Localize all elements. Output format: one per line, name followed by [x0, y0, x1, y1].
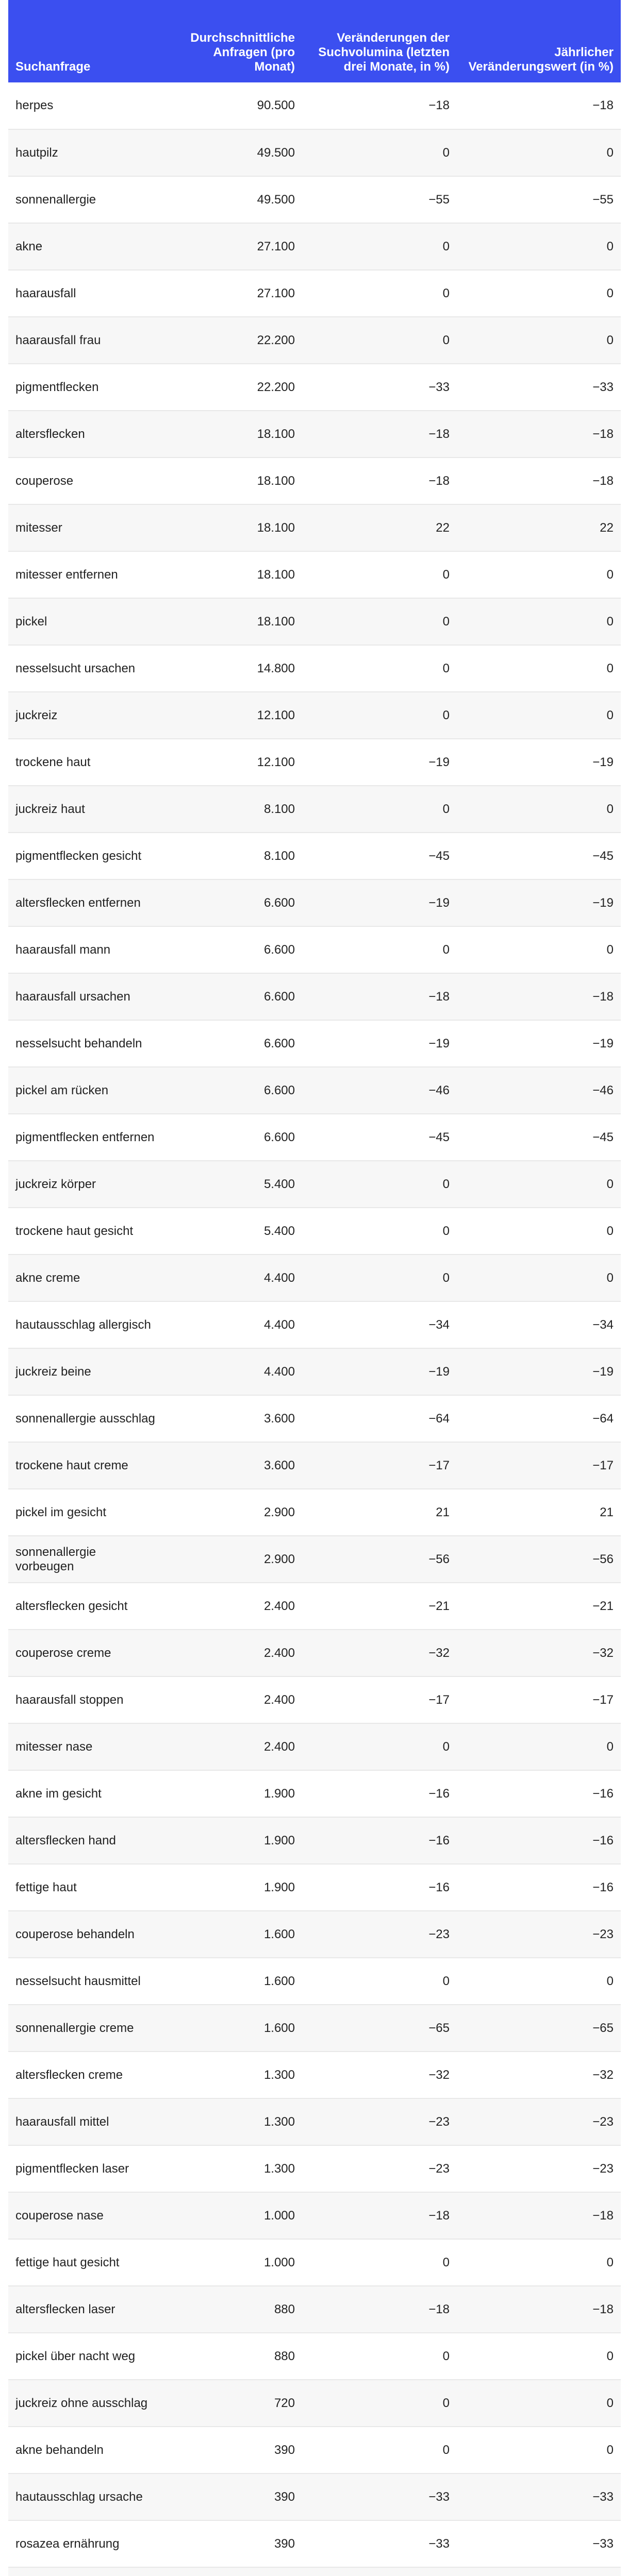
- cell-veraenderung-drei-monate: 0: [302, 129, 457, 176]
- table-row: [8, 2333, 621, 2380]
- cell-anfragen: 12.100: [163, 739, 302, 786]
- table-row: [8, 598, 621, 645]
- cell-anfragen: 18.100: [163, 551, 302, 598]
- cell-jaehrlich: 0: [457, 786, 621, 833]
- cell-suchanfrage: haarausfall frau: [8, 317, 163, 364]
- table-row: [8, 1817, 621, 1864]
- cell-suchanfrage: haarausfall mittel: [8, 2098, 163, 2145]
- cell-veraenderung-drei-monate: −18: [302, 973, 457, 1020]
- cell-veraenderung-drei-monate: −55: [302, 176, 457, 223]
- table-row: [8, 879, 621, 926]
- cell-suchanfrage: mitesser nase: [8, 1723, 163, 1770]
- table-row: [8, 82, 621, 129]
- cell-veraenderung-drei-monate: −16: [302, 1817, 457, 1864]
- cell-anfragen: 880: [163, 2286, 302, 2333]
- cell-jaehrlich: −64: [457, 1395, 621, 1442]
- cell-veraenderung-drei-monate: −64: [302, 1395, 457, 1442]
- cell-veraenderung-drei-monate: 0: [302, 598, 457, 645]
- cell-anfragen: 880: [163, 2333, 302, 2380]
- cell-suchanfrage: juckreiz körper: [8, 1161, 163, 1208]
- cell-anfragen: 2.400: [163, 1583, 302, 1630]
- column-header-veraenderung-drei-monate[interactable]: Veränderungen der Suchvolumina (letzten drei Monate, in %): [302, 0, 457, 82]
- cell-suchanfrage: pigmentflecken: [8, 364, 163, 411]
- cell-suchanfrage: altersflecken gesicht: [8, 1583, 163, 1630]
- cell-suchanfrage: pickel über nacht weg: [8, 2333, 163, 2380]
- cell-suchanfrage: pigmentflecken laser: [8, 2145, 163, 2192]
- cell-anfragen: 2.400: [163, 1676, 302, 1723]
- cell-anfragen: 18.100: [163, 411, 302, 457]
- table-row: [8, 2520, 621, 2567]
- cell-anfragen: 1.300: [163, 2098, 302, 2145]
- cell-suchanfrage: couperose nase: [8, 2192, 163, 2239]
- cell-anfragen: 49.500: [163, 176, 302, 223]
- table-row: [8, 504, 621, 551]
- cell-anfragen: 22.200: [163, 317, 302, 364]
- cell-anfragen: 49.500: [163, 129, 302, 176]
- cell-veraenderung-drei-monate: 0: [302, 1208, 457, 1255]
- table-row: [8, 223, 621, 270]
- cell-anfragen: 720: [163, 2380, 302, 2427]
- cell-suchanfrage: hautpilz: [8, 129, 163, 176]
- cell-anfragen: 6.600: [163, 1114, 302, 1161]
- cell-veraenderung-drei-monate: 22: [302, 504, 457, 551]
- cell-anfragen: 1.600: [163, 2005, 302, 2052]
- cell-anfragen: 90.500: [163, 82, 302, 129]
- cell-suchanfrage: trockene haut creme: [8, 1442, 163, 1489]
- cell-jaehrlich: 0: [457, 223, 621, 270]
- column-header-anfragen[interactable]: Durchschnittliche Anfragen (pro Monat): [163, 0, 302, 82]
- cell-suchanfrage: hautausschlag ursache: [8, 2473, 163, 2520]
- table-header: [8, 0, 621, 82]
- cell-suchanfrage: altersflecken creme: [8, 2052, 163, 2098]
- cell-jaehrlich: −33: [457, 2520, 621, 2567]
- cell-jaehrlich: [457, 2567, 621, 2576]
- table-row: [8, 692, 621, 739]
- table-row: [8, 2567, 621, 2576]
- table-row: [8, 973, 621, 1020]
- cell-jaehrlich: −46: [457, 1067, 621, 1114]
- cell-jaehrlich: 21: [457, 1489, 621, 1536]
- cell-suchanfrage: altersflecken entfernen: [8, 879, 163, 926]
- cell-jaehrlich: −65: [457, 2005, 621, 2052]
- cell-veraenderung-drei-monate: −23: [302, 1911, 457, 1958]
- cell-veraenderung-drei-monate: −18: [302, 2192, 457, 2239]
- cell-veraenderung-drei-monate: 0: [302, 270, 457, 317]
- table-row: [8, 364, 621, 411]
- cell-suchanfrage: altersflecken hand: [8, 1817, 163, 1864]
- cell-anfragen: 1.900: [163, 1770, 302, 1817]
- cell-anfragen: 18.100: [163, 457, 302, 504]
- cell-anfragen: 1.600: [163, 1911, 302, 1958]
- cell-veraenderung-drei-monate: 0: [302, 2239, 457, 2286]
- table-row: [8, 2145, 621, 2192]
- cell-jaehrlich: 0: [457, 2380, 621, 2427]
- table-row: [8, 1770, 621, 1817]
- column-header-jaehrlich[interactable]: Jährlicher Veränderungswert (in %): [457, 0, 621, 82]
- table-row: [8, 457, 621, 504]
- table-row: [8, 1161, 621, 1208]
- cell-suchanfrage: hautausschlag allergisch: [8, 1301, 163, 1348]
- cell-jaehrlich: −19: [457, 1348, 621, 1395]
- cell-jaehrlich: −17: [457, 1442, 621, 1489]
- cell-veraenderung-drei-monate: 0: [302, 1958, 457, 2005]
- cell-veraenderung-drei-monate: −46: [302, 1067, 457, 1114]
- table-row: [8, 645, 621, 692]
- cell-suchanfrage: couperose creme: [8, 1630, 163, 1676]
- cell-jaehrlich: −18: [457, 82, 621, 129]
- cell-veraenderung-drei-monate: −23: [302, 2098, 457, 2145]
- cell-veraenderung-drei-monate: 0: [302, 1255, 457, 1301]
- table-row: [8, 2005, 621, 2052]
- cell-jaehrlich: −56: [457, 1536, 621, 1583]
- table-row: [8, 1676, 621, 1723]
- cell-jaehrlich: −23: [457, 2145, 621, 2192]
- cell-anfragen: 1.900: [163, 1817, 302, 1864]
- cell-suchanfrage: [8, 2567, 163, 2576]
- table-row: [8, 1114, 621, 1161]
- cell-jaehrlich: −45: [457, 1114, 621, 1161]
- cell-veraenderung-drei-monate: −23: [302, 2145, 457, 2192]
- cell-veraenderung-drei-monate: −17: [302, 1676, 457, 1723]
- table-row: [8, 1208, 621, 1255]
- cell-anfragen: 4.400: [163, 1348, 302, 1395]
- cell-anfragen: 27.100: [163, 270, 302, 317]
- cell-anfragen: 6.600: [163, 926, 302, 973]
- cell-anfragen: 1.300: [163, 2145, 302, 2192]
- table-row: [8, 1958, 621, 2005]
- table-row: [8, 833, 621, 879]
- cell-jaehrlich: −33: [457, 2473, 621, 2520]
- cell-jaehrlich: −33: [457, 364, 621, 411]
- cell-suchanfrage: akne behandeln: [8, 2427, 163, 2473]
- cell-veraenderung-drei-monate: −19: [302, 739, 457, 786]
- table-row: [8, 129, 621, 176]
- cell-veraenderung-drei-monate: 0: [302, 645, 457, 692]
- cell-jaehrlich: 0: [457, 551, 621, 598]
- cell-anfragen: 3.600: [163, 1395, 302, 1442]
- cell-veraenderung-drei-monate: 0: [302, 692, 457, 739]
- table-row: [8, 1020, 621, 1067]
- cell-veraenderung-drei-monate: −33: [302, 364, 457, 411]
- cell-jaehrlich: −45: [457, 833, 621, 879]
- cell-jaehrlich: 0: [457, 1958, 621, 2005]
- cell-suchanfrage: sonnenallergie: [8, 176, 163, 223]
- cell-veraenderung-drei-monate: [302, 2567, 457, 2576]
- cell-jaehrlich: 0: [457, 2333, 621, 2380]
- cell-jaehrlich: −32: [457, 2052, 621, 2098]
- cell-suchanfrage: sonnenallergie vorbeugen: [8, 1536, 163, 1583]
- cell-jaehrlich: 0: [457, 317, 621, 364]
- cell-jaehrlich: −17: [457, 1676, 621, 1723]
- cell-veraenderung-drei-monate: −21: [302, 1583, 457, 1630]
- cell-anfragen: 390: [163, 2520, 302, 2567]
- cell-anfragen: 2.900: [163, 1489, 302, 1536]
- cell-jaehrlich: 0: [457, 645, 621, 692]
- cell-anfragen: 12.100: [163, 692, 302, 739]
- cell-anfragen: 6.600: [163, 1067, 302, 1114]
- cell-anfragen: 18.100: [163, 598, 302, 645]
- search-terms-table: [8, 0, 621, 2576]
- cell-suchanfrage: juckreiz: [8, 692, 163, 739]
- cell-suchanfrage: rosazea ernährung: [8, 2520, 163, 2567]
- table-row: [8, 1442, 621, 1489]
- cell-jaehrlich: −21: [457, 1583, 621, 1630]
- cell-veraenderung-drei-monate: −19: [302, 879, 457, 926]
- cell-veraenderung-drei-monate: 0: [302, 1723, 457, 1770]
- table-row: [8, 2427, 621, 2473]
- cell-jaehrlich: −55: [457, 176, 621, 223]
- cell-suchanfrage: couperose: [8, 457, 163, 504]
- table-row: [8, 411, 621, 457]
- cell-veraenderung-drei-monate: −65: [302, 2005, 457, 2052]
- cell-suchanfrage: trockene haut gesicht: [8, 1208, 163, 1255]
- cell-anfragen: 390: [163, 2473, 302, 2520]
- table-row: [8, 1864, 621, 1911]
- table-row: [8, 2473, 621, 2520]
- table-row: [8, 1630, 621, 1676]
- cell-veraenderung-drei-monate: 0: [302, 551, 457, 598]
- cell-veraenderung-drei-monate: −32: [302, 2052, 457, 2098]
- cell-suchanfrage: pickel: [8, 598, 163, 645]
- table-row: [8, 1348, 621, 1395]
- cell-jaehrlich: 0: [457, 1208, 621, 1255]
- cell-suchanfrage: juckreiz beine: [8, 1348, 163, 1395]
- cell-jaehrlich: −19: [457, 879, 621, 926]
- table-row: [8, 739, 621, 786]
- cell-anfragen: 5.400: [163, 1161, 302, 1208]
- cell-veraenderung-drei-monate: −32: [302, 1630, 457, 1676]
- cell-veraenderung-drei-monate: 0: [302, 1161, 457, 1208]
- cell-anfragen: 4.400: [163, 1255, 302, 1301]
- cell-suchanfrage: juckreiz ohne ausschlag: [8, 2380, 163, 2427]
- cell-suchanfrage: nesselsucht hausmittel: [8, 1958, 163, 2005]
- table-body: [8, 82, 621, 2576]
- cell-veraenderung-drei-monate: −45: [302, 833, 457, 879]
- cell-suchanfrage: pickel im gesicht: [8, 1489, 163, 1536]
- cell-jaehrlich: −32: [457, 1630, 621, 1676]
- cell-suchanfrage: juckreiz haut: [8, 786, 163, 833]
- cell-jaehrlich: 0: [457, 2427, 621, 2473]
- table-row: [8, 926, 621, 973]
- table-row: [8, 2052, 621, 2098]
- cell-jaehrlich: 0: [457, 1255, 621, 1301]
- cell-jaehrlich: 0: [457, 270, 621, 317]
- cell-veraenderung-drei-monate: −16: [302, 1770, 457, 1817]
- cell-suchanfrage: herpes: [8, 82, 163, 129]
- cell-suchanfrage: haarausfall stoppen: [8, 1676, 163, 1723]
- cell-suchanfrage: akne: [8, 223, 163, 270]
- cell-anfragen: 4.400: [163, 1301, 302, 1348]
- cell-jaehrlich: −19: [457, 1020, 621, 1067]
- cell-anfragen: 14.800: [163, 645, 302, 692]
- cell-jaehrlich: 22: [457, 504, 621, 551]
- cell-suchanfrage: trockene haut: [8, 739, 163, 786]
- cell-jaehrlich: −16: [457, 1770, 621, 1817]
- cell-veraenderung-drei-monate: 0: [302, 223, 457, 270]
- cell-anfragen: 1.600: [163, 1958, 302, 2005]
- cell-jaehrlich: 0: [457, 129, 621, 176]
- cell-suchanfrage: sonnenallergie ausschlag: [8, 1395, 163, 1442]
- table-row: [8, 1536, 621, 1583]
- cell-veraenderung-drei-monate: −45: [302, 1114, 457, 1161]
- cell-anfragen: 22.200: [163, 364, 302, 411]
- cell-suchanfrage: pigmentflecken entfernen: [8, 1114, 163, 1161]
- header-row: [8, 0, 621, 82]
- cell-veraenderung-drei-monate: −33: [302, 2473, 457, 2520]
- table-row: [8, 1583, 621, 1630]
- cell-jaehrlich: 0: [457, 598, 621, 645]
- table-row: [8, 786, 621, 833]
- cell-suchanfrage: haarausfall: [8, 270, 163, 317]
- cell-veraenderung-drei-monate: −18: [302, 457, 457, 504]
- cell-anfragen: 3.600: [163, 1442, 302, 1489]
- cell-suchanfrage: haarausfall mann: [8, 926, 163, 973]
- table-row: [8, 176, 621, 223]
- cell-jaehrlich: 0: [457, 1161, 621, 1208]
- table-row: [8, 2098, 621, 2145]
- cell-anfragen: 18.100: [163, 504, 302, 551]
- table-row: [8, 1489, 621, 1536]
- table-row: [8, 317, 621, 364]
- cell-suchanfrage: pigmentflecken gesicht: [8, 833, 163, 879]
- cell-anfragen: [163, 2567, 302, 2576]
- cell-jaehrlich: −16: [457, 1817, 621, 1864]
- table-row: [8, 1395, 621, 1442]
- cell-veraenderung-drei-monate: 21: [302, 1489, 457, 1536]
- cell-veraenderung-drei-monate: −16: [302, 1864, 457, 1911]
- cell-anfragen: 8.100: [163, 833, 302, 879]
- cell-veraenderung-drei-monate: −56: [302, 1536, 457, 1583]
- cell-jaehrlich: −18: [457, 973, 621, 1020]
- table-row: [8, 2192, 621, 2239]
- cell-anfragen: 6.600: [163, 879, 302, 926]
- column-header-suchanfrage[interactable]: Suchanfrage: [8, 0, 163, 82]
- cell-jaehrlich: −18: [457, 2286, 621, 2333]
- cell-anfragen: 2.900: [163, 1536, 302, 1583]
- cell-jaehrlich: −19: [457, 739, 621, 786]
- cell-veraenderung-drei-monate: 0: [302, 2380, 457, 2427]
- cell-jaehrlich: 0: [457, 1723, 621, 1770]
- cell-anfragen: 390: [163, 2427, 302, 2473]
- cell-anfragen: 2.400: [163, 1723, 302, 1770]
- cell-veraenderung-drei-monate: 0: [302, 2333, 457, 2380]
- cell-anfragen: 2.400: [163, 1630, 302, 1676]
- cell-jaehrlich: −34: [457, 1301, 621, 1348]
- cell-suchanfrage: haarausfall ursachen: [8, 973, 163, 1020]
- cell-jaehrlich: −18: [457, 2192, 621, 2239]
- cell-suchanfrage: altersflecken laser: [8, 2286, 163, 2333]
- cell-anfragen: 1.000: [163, 2239, 302, 2286]
- table-row: [8, 2286, 621, 2333]
- cell-suchanfrage: mitesser: [8, 504, 163, 551]
- cell-jaehrlich: 0: [457, 926, 621, 973]
- cell-suchanfrage: fettige haut: [8, 1864, 163, 1911]
- cell-suchanfrage: akne creme: [8, 1255, 163, 1301]
- cell-suchanfrage: nesselsucht ursachen: [8, 645, 163, 692]
- cell-suchanfrage: altersflecken: [8, 411, 163, 457]
- cell-anfragen: 8.100: [163, 786, 302, 833]
- cell-jaehrlich: 0: [457, 692, 621, 739]
- cell-jaehrlich: −18: [457, 457, 621, 504]
- table-row: [8, 2239, 621, 2286]
- cell-jaehrlich: −23: [457, 2098, 621, 2145]
- cell-veraenderung-drei-monate: −17: [302, 1442, 457, 1489]
- table-row: [8, 1255, 621, 1301]
- cell-anfragen: 1.000: [163, 2192, 302, 2239]
- cell-anfragen: 6.600: [163, 1020, 302, 1067]
- cell-suchanfrage: nesselsucht behandeln: [8, 1020, 163, 1067]
- cell-jaehrlich: −18: [457, 411, 621, 457]
- cell-veraenderung-drei-monate: −34: [302, 1301, 457, 1348]
- cell-suchanfrage: fettige haut gesicht: [8, 2239, 163, 2286]
- cell-veraenderung-drei-monate: −33: [302, 2520, 457, 2567]
- cell-veraenderung-drei-monate: −18: [302, 82, 457, 129]
- table-row: [8, 2380, 621, 2427]
- table-row: [8, 270, 621, 317]
- cell-veraenderung-drei-monate: −19: [302, 1348, 457, 1395]
- cell-jaehrlich: 0: [457, 2239, 621, 2286]
- cell-veraenderung-drei-monate: −19: [302, 1020, 457, 1067]
- table-row: [8, 1723, 621, 1770]
- table-row: [8, 551, 621, 598]
- cell-veraenderung-drei-monate: 0: [302, 926, 457, 973]
- cell-anfragen: 1.300: [163, 2052, 302, 2098]
- cell-anfragen: 6.600: [163, 973, 302, 1020]
- cell-veraenderung-drei-monate: 0: [302, 317, 457, 364]
- cell-suchanfrage: couperose behandeln: [8, 1911, 163, 1958]
- cell-veraenderung-drei-monate: −18: [302, 2286, 457, 2333]
- cell-anfragen: 5.400: [163, 1208, 302, 1255]
- cell-veraenderung-drei-monate: −18: [302, 411, 457, 457]
- cell-jaehrlich: −23: [457, 1911, 621, 1958]
- cell-veraenderung-drei-monate: 0: [302, 786, 457, 833]
- cell-suchanfrage: sonnenallergie creme: [8, 2005, 163, 2052]
- table-row: [8, 1301, 621, 1348]
- cell-suchanfrage: akne im gesicht: [8, 1770, 163, 1817]
- table-row: [8, 1911, 621, 1958]
- cell-anfragen: 1.900: [163, 1864, 302, 1911]
- cell-suchanfrage: mitesser entfernen: [8, 551, 163, 598]
- table-row: [8, 1067, 621, 1114]
- cell-jaehrlich: −16: [457, 1864, 621, 1911]
- cell-suchanfrage: pickel am rücken: [8, 1067, 163, 1114]
- cell-veraenderung-drei-monate: 0: [302, 2427, 457, 2473]
- cell-anfragen: 27.100: [163, 223, 302, 270]
